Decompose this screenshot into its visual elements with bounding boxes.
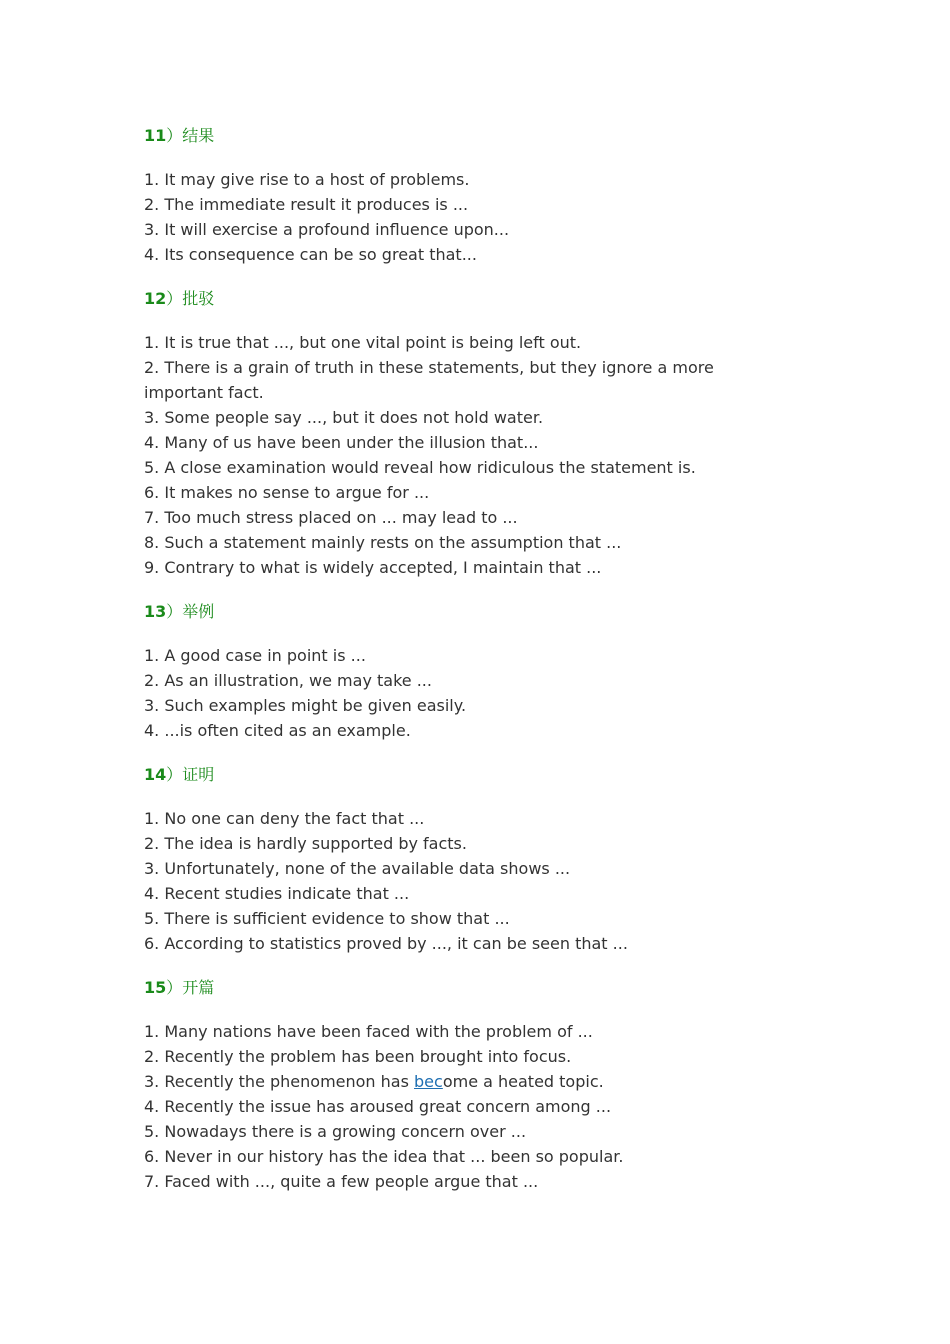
list-item: 2. The idea is hardly supported by facts. (144, 834, 467, 853)
section-separator: ） (166, 602, 183, 621)
list-item: 2. As an illustration, we may take ... (144, 671, 432, 690)
list-item: 1. A good case in point is ... (144, 646, 366, 665)
section-number: 13 (144, 602, 167, 621)
section-title: 证明 (182, 765, 215, 784)
list-item: 6. Never in our history has the idea that ... been so popular. (144, 1147, 624, 1166)
list-item: 4. ...is often cited as an example. (144, 721, 411, 740)
phrase-list-12 (144, 330, 784, 580)
list-item: 4. Recently the issue has aroused great concern among ... (144, 1097, 612, 1116)
phrase-list-13 (144, 643, 784, 743)
phrase-list-11 (144, 167, 784, 267)
section-separator: ） (166, 765, 183, 784)
section-number: 12 (144, 289, 167, 308)
list-item: 3. Such examples might be given easily. (144, 696, 467, 715)
phrase-list-14 (144, 806, 784, 956)
section-number: 11 (144, 126, 167, 145)
section-number: 14 (144, 765, 167, 784)
list-item-with-link (144, 1069, 784, 1094)
list-item: 7. Too much stress placed on ... may lead to ... (144, 508, 518, 527)
list-item: 3. Some people say ..., but it does not hold water. (144, 408, 544, 427)
list-item: 5. Nowadays there is a growing concern over ... (144, 1122, 527, 1141)
section-number: 15 (144, 978, 167, 997)
list-item: 1. Many nations have been faced with the problem of ... (144, 1022, 593, 1041)
item-text-after: ome a heated topic. (442, 1072, 604, 1091)
section-title: 开篇 (182, 978, 215, 997)
list-item: 1. It may give rise to a host of problems. (144, 170, 470, 189)
section-heading-14 (144, 762, 784, 787)
list-item: 8. Such a statement mainly rests on the assumption that ... (144, 533, 622, 552)
phrase-list-15 (144, 1019, 784, 1194)
list-item: 4. Its consequence can be so great that... (144, 245, 477, 264)
list-item: 4. Recent studies indicate that ... (144, 884, 410, 903)
section-heading-13 (144, 599, 784, 624)
section-heading-11 (144, 123, 784, 148)
list-item: 7. Faced with ..., quite a few people argue that ... (144, 1172, 539, 1191)
section-separator: ） (166, 289, 183, 308)
section-title: 结果 (182, 126, 215, 145)
section-title: 举例 (182, 602, 215, 621)
item-text-before: 3. Recently the phenomenon has (144, 1072, 415, 1091)
section-separator: ） (166, 978, 183, 997)
list-item: 2. Recently the problem has been brought into focus. (144, 1047, 572, 1066)
list-item: 6. It makes no sense to argue for ... (144, 483, 430, 502)
list-item: 2. There is a grain of truth in these statements, but they ignore a more important fact. (144, 358, 714, 402)
list-item: 4. Many of us have been under the illusion that... (144, 433, 539, 452)
become-link[interactable]: bec (414, 1072, 443, 1091)
list-item: 9. Contrary to what is widely accepted, I maintain that ... (144, 558, 602, 577)
section-heading-12 (144, 286, 784, 311)
list-item: 1. It is true that ..., but one vital point is being left out. (144, 333, 582, 352)
list-item: 6. According to statistics proved by ..., it can be seen that ... (144, 934, 628, 953)
section-heading-15 (144, 975, 784, 1000)
list-item: 3. It will exercise a profound influence upon... (144, 220, 510, 239)
list-item: 2. The immediate result it produces is ... (144, 195, 469, 214)
section-title: 批驳 (182, 289, 215, 308)
list-item: 5. A close examination would reveal how ridiculous the statement is. (144, 458, 696, 477)
list-item: 1. No one can deny the fact that ... (144, 809, 425, 828)
section-separator: ） (166, 126, 183, 145)
list-item: 3. Unfortunately, none of the available data shows ... (144, 859, 571, 878)
document-body (144, 123, 784, 1213)
list-item: 5. There is sufficient evidence to show that ... (144, 909, 510, 928)
